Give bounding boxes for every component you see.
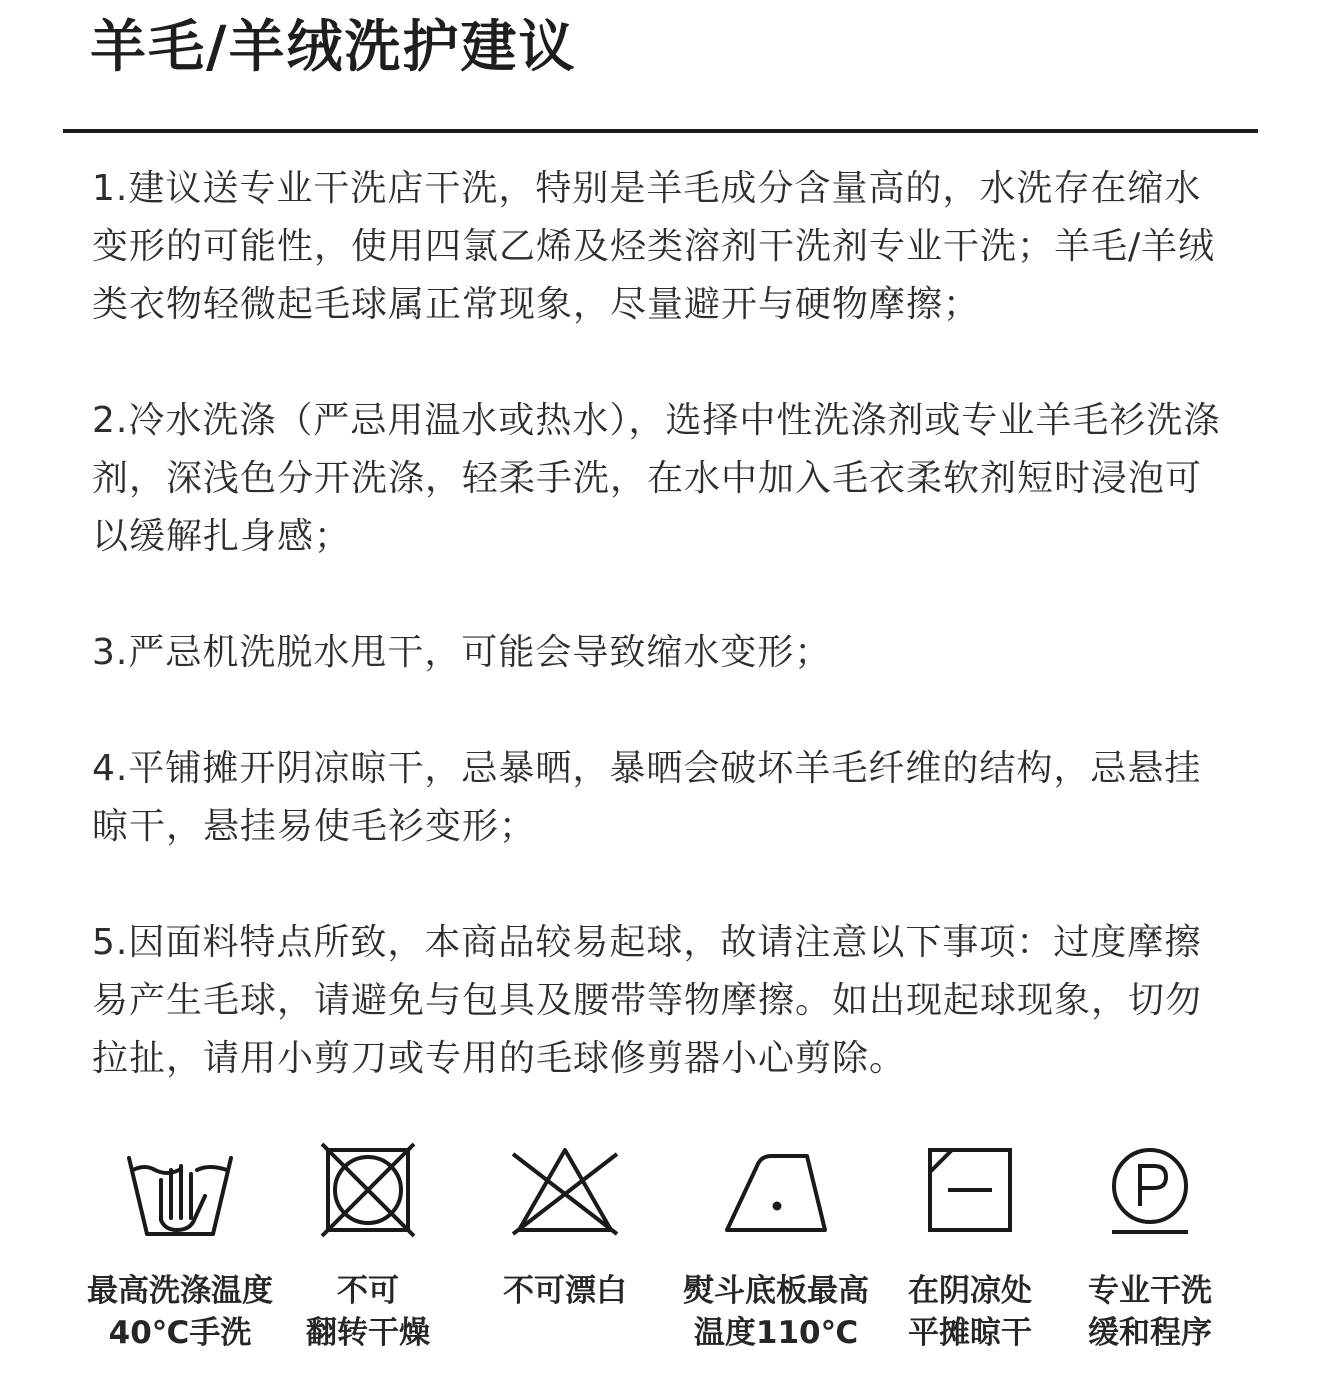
care-tip-4: 4.平铺摊开阴凉晾干，忌暴晒，暴晒会破坏羊毛纤维的结构，忌悬挂晾干，悬挂易使毛衫变形； [92,748,1202,847]
care-tip-3: 3.严忌机洗脱水甩干，可能会导致缩水变形； [92,632,832,673]
care-label-line1: 最高洗涤温度 [87,1273,273,1309]
no-bleach-icon [507,1140,623,1240]
care-label-line1: 熨斗底板最高 [683,1273,869,1309]
care-label-line2: 缓和程序 [1088,1315,1212,1351]
care-label-line1: 在阴凉处 [908,1273,1032,1309]
care-symbol-hand-wash [70,1140,290,1354]
care-label-line2: 翻转干燥 [306,1315,430,1351]
professional-dry-clean-icon [1100,1140,1200,1240]
care-tip-5: 5.因面料特点所致，本商品较易起球，故请注意以下事项：过度摩擦易产生毛球，请避免与包具及腰带等物摩擦。如出现起球现象，切勿拉扯，请用小剪刀或专用的毛球修剪器小心剪除。 [92,922,1203,1079]
title-divider [63,129,1258,133]
care-label-line1: 不可 [337,1273,399,1309]
hand-wash-icon [125,1140,235,1240]
care-symbol-dry-clean [1040,1140,1260,1354]
care-tip-1: 1.建议送专业干洗店干洗，特别是羊毛成分含量高的，水洗存在缩水变形的可能性，使用四氯乙烯及烃类溶剂干洗剂专业干洗；羊毛/羊绒类衣物轻微起毛球属正常现象，尽量避开与硬物摩擦； [92,168,1216,325]
no-tumble-dry-icon [318,1140,418,1240]
care-label-line2: 40℃手洗 [108,1315,252,1351]
care-label-line2: 温度110℃ [693,1315,859,1351]
care-symbol-no-bleach [455,1140,675,1312]
care-label-line2: 平摊晾干 [908,1315,1032,1351]
care-symbol-iron [666,1140,886,1354]
page-title: 羊毛/羊绒洗护建议 [90,15,577,80]
care-label-line1: 专业干洗 [1088,1273,1212,1309]
care-symbol-no-tumble-dry [258,1140,478,1354]
iron-low-icon [721,1140,831,1240]
care-tip-2: 2.冷水洗涤（严忌用温水或热水），选择中性洗涤剂或专业羊毛衫洗涤剂，深浅色分开洗涤，轻柔手洗，在水中加入毛衣柔软剂短时浸泡可以缓解扎身感； [92,400,1221,557]
care-label-line1: 不可漂白 [503,1273,627,1309]
dry-flat-shade-icon [920,1140,1020,1240]
care-symbols-row [70,1140,1270,1380]
